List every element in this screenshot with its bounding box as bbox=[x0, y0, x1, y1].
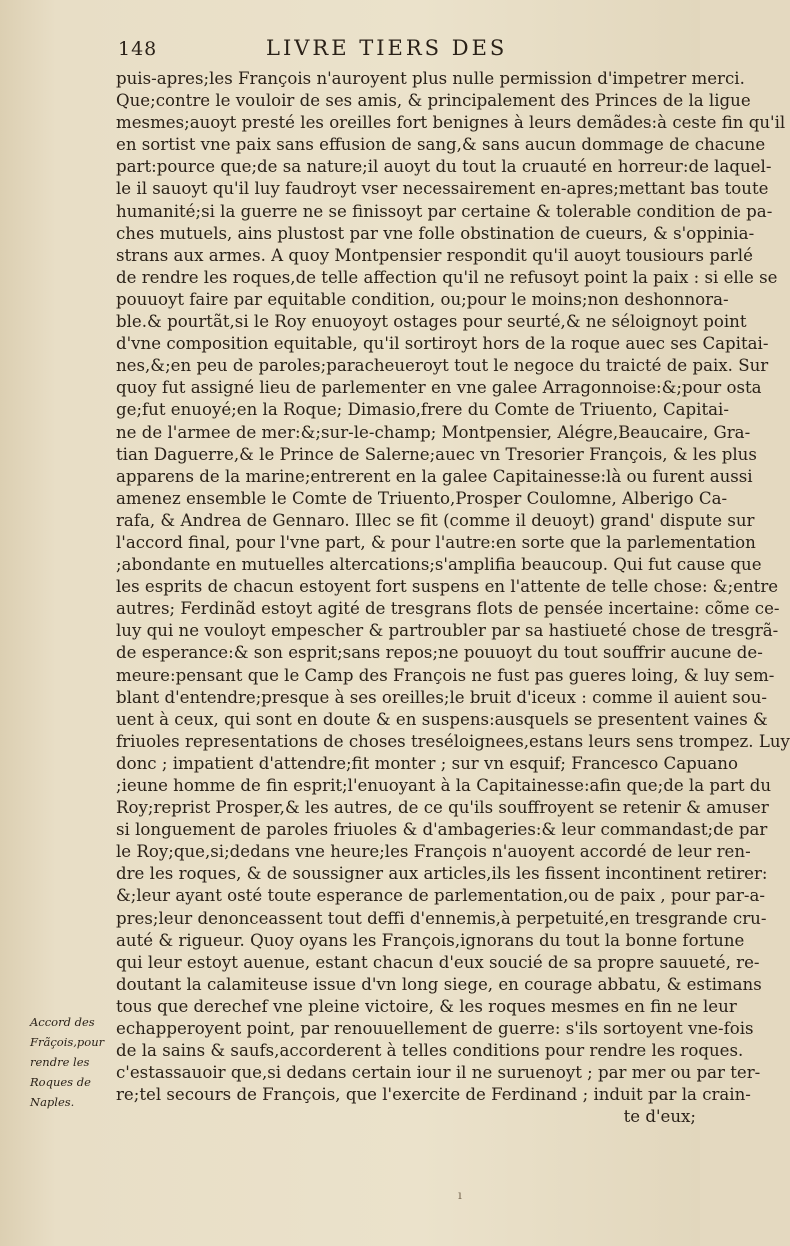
text-line: doutant la calamiteuse issue d'vn long siege, en courage abbatu, & estimans bbox=[116, 974, 762, 994]
text-line: puis-apres;les François n'auroyent plus nulle permission d'impetrer merci. bbox=[116, 69, 745, 88]
text-line: Que;contre le vouloir de ses amis, & principalement des Princes de la ligue bbox=[116, 91, 751, 111]
text-line: ble.& pourtãt,si le Roy enuoyoyt ostages pour seurté,& ne séloignoyt point bbox=[116, 312, 747, 332]
margin-note-line: Naples. bbox=[30, 1095, 75, 1109]
text-line: l'accord final, pour l'vne part, & pour l'autre:en sorte que la parlementation bbox=[116, 532, 756, 552]
text-line: quoy fut assigné lieu de parlementer en vne galee Arragonnoise:&;pour osta bbox=[116, 378, 762, 398]
text-line: les esprits de chacun estoyent fort suspens en l'attente de telle chose: &;entre bbox=[116, 577, 779, 597]
text-line: amenez ensemble le Comte de Triuento,Prosper Coulomne, Alberigo Ca- bbox=[116, 488, 728, 508]
margin-note bbox=[30, 1012, 114, 1112]
text-line: de esperance:& son esprit;sans repos;ne pouuoyt du tout souffrir aucune de- bbox=[116, 643, 763, 663]
text-line: si longuement de paroles friuoles & d'ambageries:& leur commandast;de par bbox=[116, 820, 768, 840]
text-line: mesmes;auoyt presté les oreilles fort benignes à leurs demãdes:à ceste fin qu'il bbox=[116, 113, 786, 133]
text-line: ches mutuels, ains plustost par vne folle obstination de cueurs, & s'oppinia- bbox=[116, 223, 755, 243]
text-line: de la sains & saufs,accorderent à telles conditions pour rendre les roques. bbox=[116, 1041, 744, 1061]
margin-note-line: Accord des bbox=[30, 1015, 95, 1029]
text-line: dre les roques, & de soussigner aux articles,ils les fissent incontinent retirer: bbox=[116, 864, 768, 884]
text-line: d'vne composition equitable, qu'il sortiroyt hors de la roque auec ses Capitai- bbox=[116, 334, 769, 354]
margin-note-line: Frãçois,pour bbox=[30, 1035, 105, 1049]
running-title: LIVRE TIERS DES bbox=[266, 36, 508, 60]
text-line: ;ieune homme de fin esprit;l'enuoyant à la Capitainesse:afin que;de la part du bbox=[116, 776, 772, 795]
ink-mark: ı bbox=[458, 1188, 462, 1202]
text-line: re;tel secours de François, que l'exercite de Ferdinand ; induit par la crain- bbox=[116, 1085, 751, 1105]
text-line: ne de l'armee de mer:&;sur-le-champ; Montpensier, Alégre,Beaucaire, Gra- bbox=[116, 422, 751, 442]
text-line: friuoles representations de choses treséloignees,estans leurs sens trompez. Luy bbox=[116, 731, 790, 751]
text-line: apparens de la marine;entrerent en la galee Capitainesse:là ou furent aussi bbox=[116, 466, 753, 486]
page-header bbox=[118, 30, 658, 70]
text-line: donc ; impatient d'attendre;fit monter ; sur vn esquif; Francesco Capuano bbox=[116, 753, 738, 773]
text-line: Roy;reprist Prosper,& les autres, de ce qu'ils souffroyent se retenir & amuser bbox=[116, 798, 769, 818]
text-line: &;leur ayant osté toute esperance de parlementation,ou de paix , pour par-a- bbox=[116, 886, 765, 906]
text-line: echapperoyent point, par renouuellement de guerre: s'ils sortoyent vne-fois bbox=[116, 1019, 754, 1039]
text-line: uent à ceux, qui sont en doute & en suspens:ausquels se presentent vaines & bbox=[116, 709, 768, 729]
text-line: tous que derechef vne pleine victoire, & les roques mesmes en fin ne leur bbox=[116, 996, 737, 1016]
text-line: nes,&;en peu de paroles;paracheueroyt tout le negoce du traicté de paix. Sur bbox=[116, 356, 769, 376]
text-line: c'estassauoir que,si dedans certain iour il ne suruenoyt ; par mer ou par ter- bbox=[116, 1063, 761, 1083]
text-line: le Roy;que,si;dedans vne heure;les François n'auoyent accordé de leur ren- bbox=[116, 842, 751, 862]
text-line: meure:pensant que le Camp des François ne fust pas gueres loing, & luy sem- bbox=[116, 665, 775, 685]
text-line: ge;fut enuoyé;en la Roque; Dimasio,frere du Comte de Triuento, Capitai- bbox=[116, 400, 729, 420]
text-line: pouuoyt faire par equitable condition, ou;pour le moins;non deshonnora- bbox=[116, 289, 729, 309]
text-line: part:pource que;de sa nature;il auoyt du tout la cruauté en horreur:de laquel- bbox=[116, 157, 772, 177]
text-line: luy qui ne vouloyt empescher & partroubler par sa hastiueté chose de tresgrã- bbox=[116, 621, 779, 641]
text-line: en sortist vne paix sans effusion de sang,& sans aucun dommage de chacune bbox=[116, 135, 766, 155]
text-line: pres;leur denonceassent tout deffi d'ennemis,à perpetuité,en tresgrande cru- bbox=[116, 908, 767, 928]
text-line: te d'eux; bbox=[623, 1107, 696, 1127]
text-line: strans aux armes. A quoy Montpensier respondit qu'il auoyt tousiours parlé bbox=[116, 245, 753, 265]
text-line: auté & rigueur. Quoy oyans les François,ignorans du tout la bonne fortune bbox=[116, 930, 745, 950]
margin-note-line: Roques de bbox=[30, 1075, 91, 1089]
margin-note-line: rendre les bbox=[30, 1055, 90, 1069]
text-line: blant d'entendre;presque à ses oreilles;le bruit d'iceux : comme il auient sou- bbox=[116, 687, 768, 707]
text-line: humanité;si la guerre ne se finissoyt par certaine & tolerable condition de pa- bbox=[116, 201, 773, 221]
text-line: autres; Ferdinãd estoyt agité de tresgrans flots de pensée incertaine: cõme ce- bbox=[116, 599, 780, 619]
text-line: rafa, & Andrea de Gennaro. Illec se fit (comme il deuoyt) grand' dispute sur bbox=[116, 510, 755, 530]
text-line: de rendre les roques,de telle affection qu'il ne refusoyt point la paix : si elle se bbox=[116, 267, 778, 287]
text-line: qui leur estoyt auenue, estant chacun d'eux soucié de sa propre sauueté, re- bbox=[116, 952, 760, 972]
body-text bbox=[116, 68, 790, 1129]
text-line: ;abondante en mutuelles altercations;s'amplifia beaucoup. Qui fut cause que bbox=[116, 555, 762, 575]
text-line: le il sauoyt qu'il luy faudroyt vser necessairement en-apres;mettant bas toute bbox=[116, 179, 769, 199]
page-number: 148 bbox=[118, 38, 158, 60]
text-line: tian Daguerre,& le Prince de Salerne;auec vn Tresorier François, & les plus bbox=[116, 444, 757, 464]
